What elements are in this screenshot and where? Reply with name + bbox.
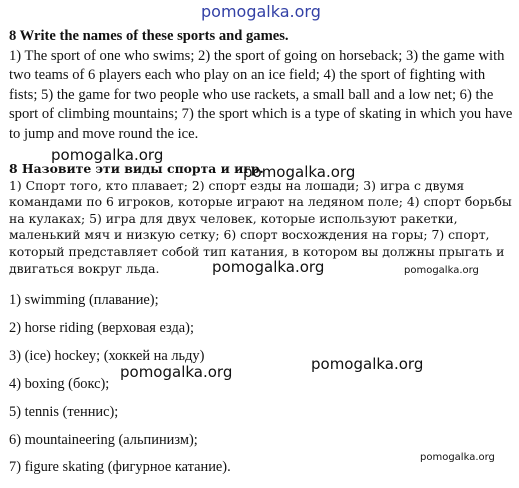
answer-item: 5) tennis (теннис);: [9, 404, 119, 420]
answer-item: 2) horse riding (верховая езда);: [9, 320, 194, 336]
answer-item: 3) (ice) hockey; (хоккей на льду): [9, 348, 205, 364]
watermark: pomogalka.org: [51, 146, 164, 164]
exercise-body-russian: 1) Спорт того, кто плавает; 2) спорт езды на лошади; 3) игра с двумя командами по 6 игроков, которые играют на ледяном поле; 4) спорт борьбы на кулаках; 5) игра для двух человек, которые используют ракетки, маленький мяч и низкую сетку; 6) спорт восхождения на горы; 7) спорт, который представляет собой тип катания, в котором вы должны прыгать и двигаться вокруг льда.: [9, 177, 512, 276]
watermark: pomogalka.org: [420, 452, 495, 463]
exercise-body-english: 1) The sport of one who swims; 2) the sport of going on horseback; 3) the game with two teams of 6 players each who play on an ice field; 4) the sport of fighting with fists; 5) the game for two people who use rackets, a small ball and a low net; 6) the sport of climbing mountains; 7) the sport which is a type of skating in which you have to jump and move round the ice.: [9, 47, 513, 142]
watermark-top: pomogalka.org: [201, 2, 321, 21]
exercise-heading-english: 8 Write the names of these sports and games.: [9, 28, 289, 44]
watermark: pomogalka.org: [120, 363, 233, 381]
answer-item: 6) mountaineering (альпинизм);: [9, 432, 198, 448]
watermark: pomogalka.org: [243, 163, 356, 181]
exercise-english: [9, 27, 515, 145]
watermark: pomogalka.org: [212, 258, 325, 276]
watermark: pomogalka.org: [404, 265, 479, 276]
answer-item: 4) boxing (бокс);: [9, 376, 110, 392]
exercise-heading-russian: 8 Назовите эти виды спорта и игр.: [9, 161, 264, 176]
answer-item: 7) figure skating (фигурное катание).: [9, 459, 231, 475]
watermark: pomogalka.org: [311, 355, 424, 373]
answer-item: 1) swimming (плавание);: [9, 292, 159, 308]
